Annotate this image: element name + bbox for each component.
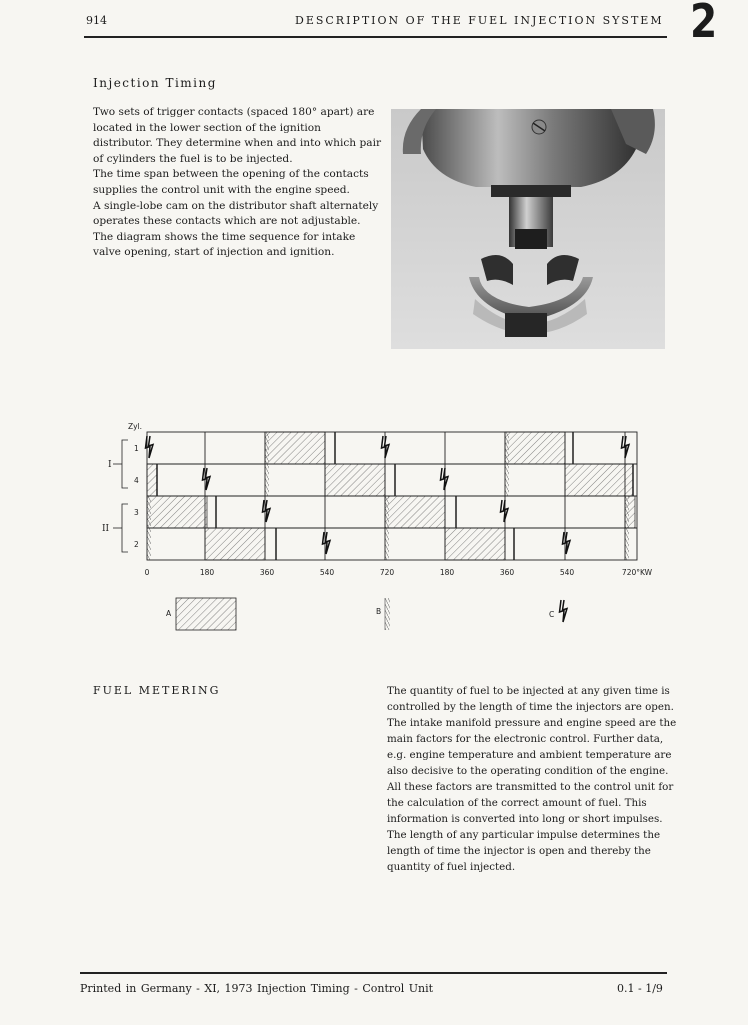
cylinder-label: 2 xyxy=(134,540,139,549)
section-heading: Injection Timing xyxy=(93,76,217,90)
tick-label: 180 xyxy=(439,568,455,577)
group-label: II xyxy=(102,524,110,534)
paragraph: A single-lobe cam on the distributor shaft alternately operates these contacts which are not adjustable. xyxy=(93,199,379,228)
legend-label-b: B xyxy=(376,607,382,616)
paragraph: Two sets of trigger contacts (spaced 180° apart) are located in the lower section of the ignition distributor. They determine when and into which pair of cylinders the fuel is to be injected. xyxy=(93,106,382,165)
tick-label: 540 xyxy=(559,568,575,577)
cylinder-label: 3 xyxy=(134,508,139,517)
legend-swatch-b xyxy=(385,598,390,630)
fuel-metering-heading: FUEL METERING xyxy=(93,684,221,697)
cylinder-label: 1 xyxy=(134,444,139,453)
header-rule xyxy=(84,36,667,38)
legend-label-a: A xyxy=(166,609,172,618)
legend xyxy=(166,598,567,630)
footer-imprint: Printed in Germany - XI, 1973 Injection Timing - Control Unit xyxy=(80,982,434,995)
group-label: I xyxy=(108,460,112,470)
intro-text xyxy=(93,105,383,261)
tick-label: 360 xyxy=(499,568,515,577)
footer-rule xyxy=(80,972,667,974)
paragraph: The time span between the opening of the contacts supplies the control unit with the engine speed. xyxy=(93,168,369,196)
tick-label: 0 xyxy=(144,568,150,577)
tick-label: 720°KW xyxy=(621,568,653,577)
distributor-photo xyxy=(391,109,665,349)
axis-ticks xyxy=(145,568,653,577)
chapter-number: 2 xyxy=(690,0,718,48)
legend-spark-icon xyxy=(560,600,568,622)
zyl-label: Zyl. xyxy=(128,422,143,431)
footer-code: 0.1 - 1/9 xyxy=(617,982,663,995)
legend-swatch-a xyxy=(176,598,236,630)
timing-diagram xyxy=(100,418,670,633)
tick-label: 360 xyxy=(259,568,275,577)
page-number: 914 xyxy=(86,14,107,27)
row-labels xyxy=(102,422,142,552)
legend-label-c: C xyxy=(549,610,555,619)
paragraph: The diagram shows the time sequence for intake valve opening, start of injection and ignition. xyxy=(93,230,356,259)
tick-label: 540 xyxy=(319,568,335,577)
running-header: DESCRIPTION OF THE FUEL INJECTION SYSTEM xyxy=(295,14,664,27)
cylinder-label: 4 xyxy=(134,476,139,485)
fuel-metering-text: The quantity of fuel to be injected at any given time is controlled by the length of time the injectors are open. The intake manifold pressure and engine speed are the main factors for the electronic control. Further data, e.g. engine temperature and ambient temperature are also decisive to the operating condition of the engine. All these factors are transmitted to the control unit for the calculation of the correct amount of fuel. This information is converted into long or short impulses. The length of any particular impulse determines the length of time the injector is open and thereby the quantity of fuel injected. xyxy=(387,685,677,873)
tick-label: 720 xyxy=(379,568,395,577)
tick-label: 180 xyxy=(199,568,215,577)
